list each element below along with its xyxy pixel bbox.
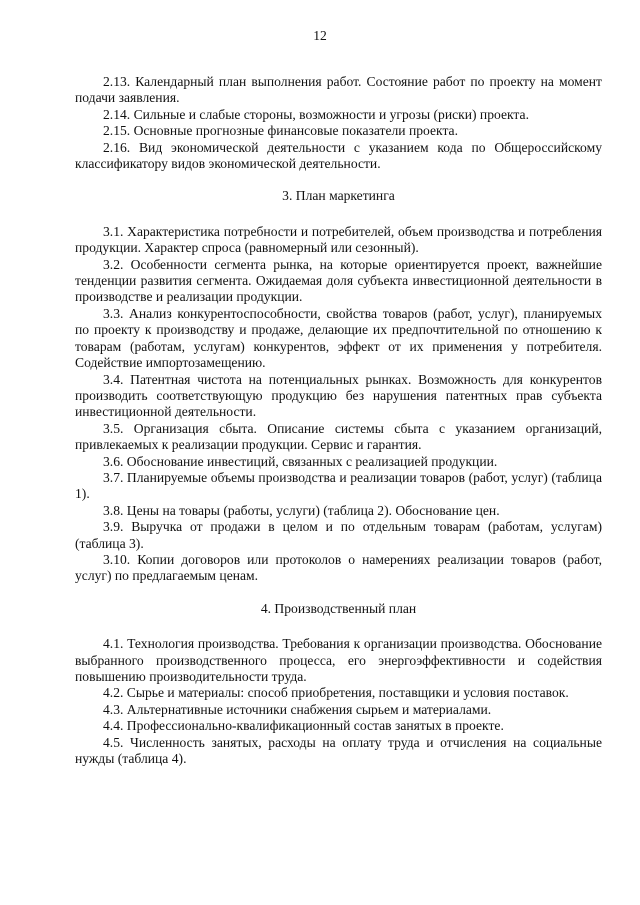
paragraph-3-4: 3.4. Патентная чистота на потенциальных рынках. Возможность для конкурентов производить соответствующую продукцию без нарушения патентных прав субъекта инвестиционной деятельности. xyxy=(75,371,602,420)
page-content xyxy=(75,74,602,767)
paragraph-2-15: 2.15. Основные прогнозные финансовые показатели проекта. xyxy=(103,123,458,139)
paragraph-3-6: 3.6. Обоснование инвестиций, связанных с реализацией продукции. xyxy=(103,453,498,469)
paragraph-3-8: 3.8. Цены на товары (работы, услуги) (таблица 2). Обоснование цен. xyxy=(103,502,500,518)
paragraph-3-1: 3.1. Характеристика потребности и потребителей, объем производства и потребления продукции. Характер спроса (равномерный или сезонный). xyxy=(75,223,602,256)
paragraph-3-5: 3.5. Организация сбыта. Описание системы сбыта с указанием организаций, привлекаемых к реализации продукции. Сервис и гарантия. xyxy=(75,420,602,453)
section-title-production: 4. Производственный план xyxy=(260,600,417,616)
paragraph-2-16: 2.16. Вид экономической деятельности с указанием кода по Общероссийскому классификатору видов экономической деятельности. xyxy=(75,139,602,172)
paragraph-3-10: 3.10. Копии договоров или протоколов о намерениях реализации товаров (работ, услуг) по предлагаемым ценам. xyxy=(75,551,602,584)
paragraph-4-2: 4.2. Сырье и материалы: способ приобретения, поставщики и условия поставок. xyxy=(103,685,569,701)
paragraph-2-14: 2.14. Сильные и слабые стороны, возможности и угрозы (риски) проекта. xyxy=(103,106,529,122)
paragraph-3-2: 3.2. Особенности сегмента рынка, на которые ориентируется проект, важнейшие тенденции развития сегмента. Ожидаемая доля субъекта инвестиционной деятельности в производстве и реализации продукции. xyxy=(75,256,602,305)
page-number: 12 xyxy=(313,28,327,43)
paragraph-3-3: 3.3. Анализ конкурентоспособности, свойства товаров (работ, услуг), планируемых по проекту к производству и продаже, делающие их предпочтительной по отношению к товарам (работам, услугам) конкурентов, эффект от их применения у потребителя. Содействие импортозамещению. xyxy=(75,305,602,371)
paragraph-4-1: 4.1. Технология производства. Требования к организации производства. Обоснование выбранного производственного процесса, его энергоэффективности и содействия повышению производительности труда. xyxy=(75,636,602,684)
paragraph-4-3: 4.3. Альтернативные источники снабжения сырьем и материалами. xyxy=(103,701,492,717)
paragraph-3-7: 3.7. Планируемые объемы производства и реализации товаров (работ, услуг) (таблица 1). xyxy=(75,469,602,502)
paragraph-4-5: 4.5. Численность занятых, расходы на оплату труда и отчисления на социальные нужды (таблица 4). xyxy=(75,734,602,767)
section-title-marketing: 3. План маркетинга xyxy=(282,188,395,204)
paragraph-4-4: 4.4. Профессионально-квалификационный состав занятых в проекте. xyxy=(103,718,504,734)
paragraph-2-13: 2.13. Календарный план выполнения работ. Состояние работ по проекту на момент подачи заявления. xyxy=(75,74,602,106)
paragraph-3-9: 3.9. Выручка от продажи в целом и по отдельным товарам (работам, услугам) (таблица 3). xyxy=(75,519,602,551)
